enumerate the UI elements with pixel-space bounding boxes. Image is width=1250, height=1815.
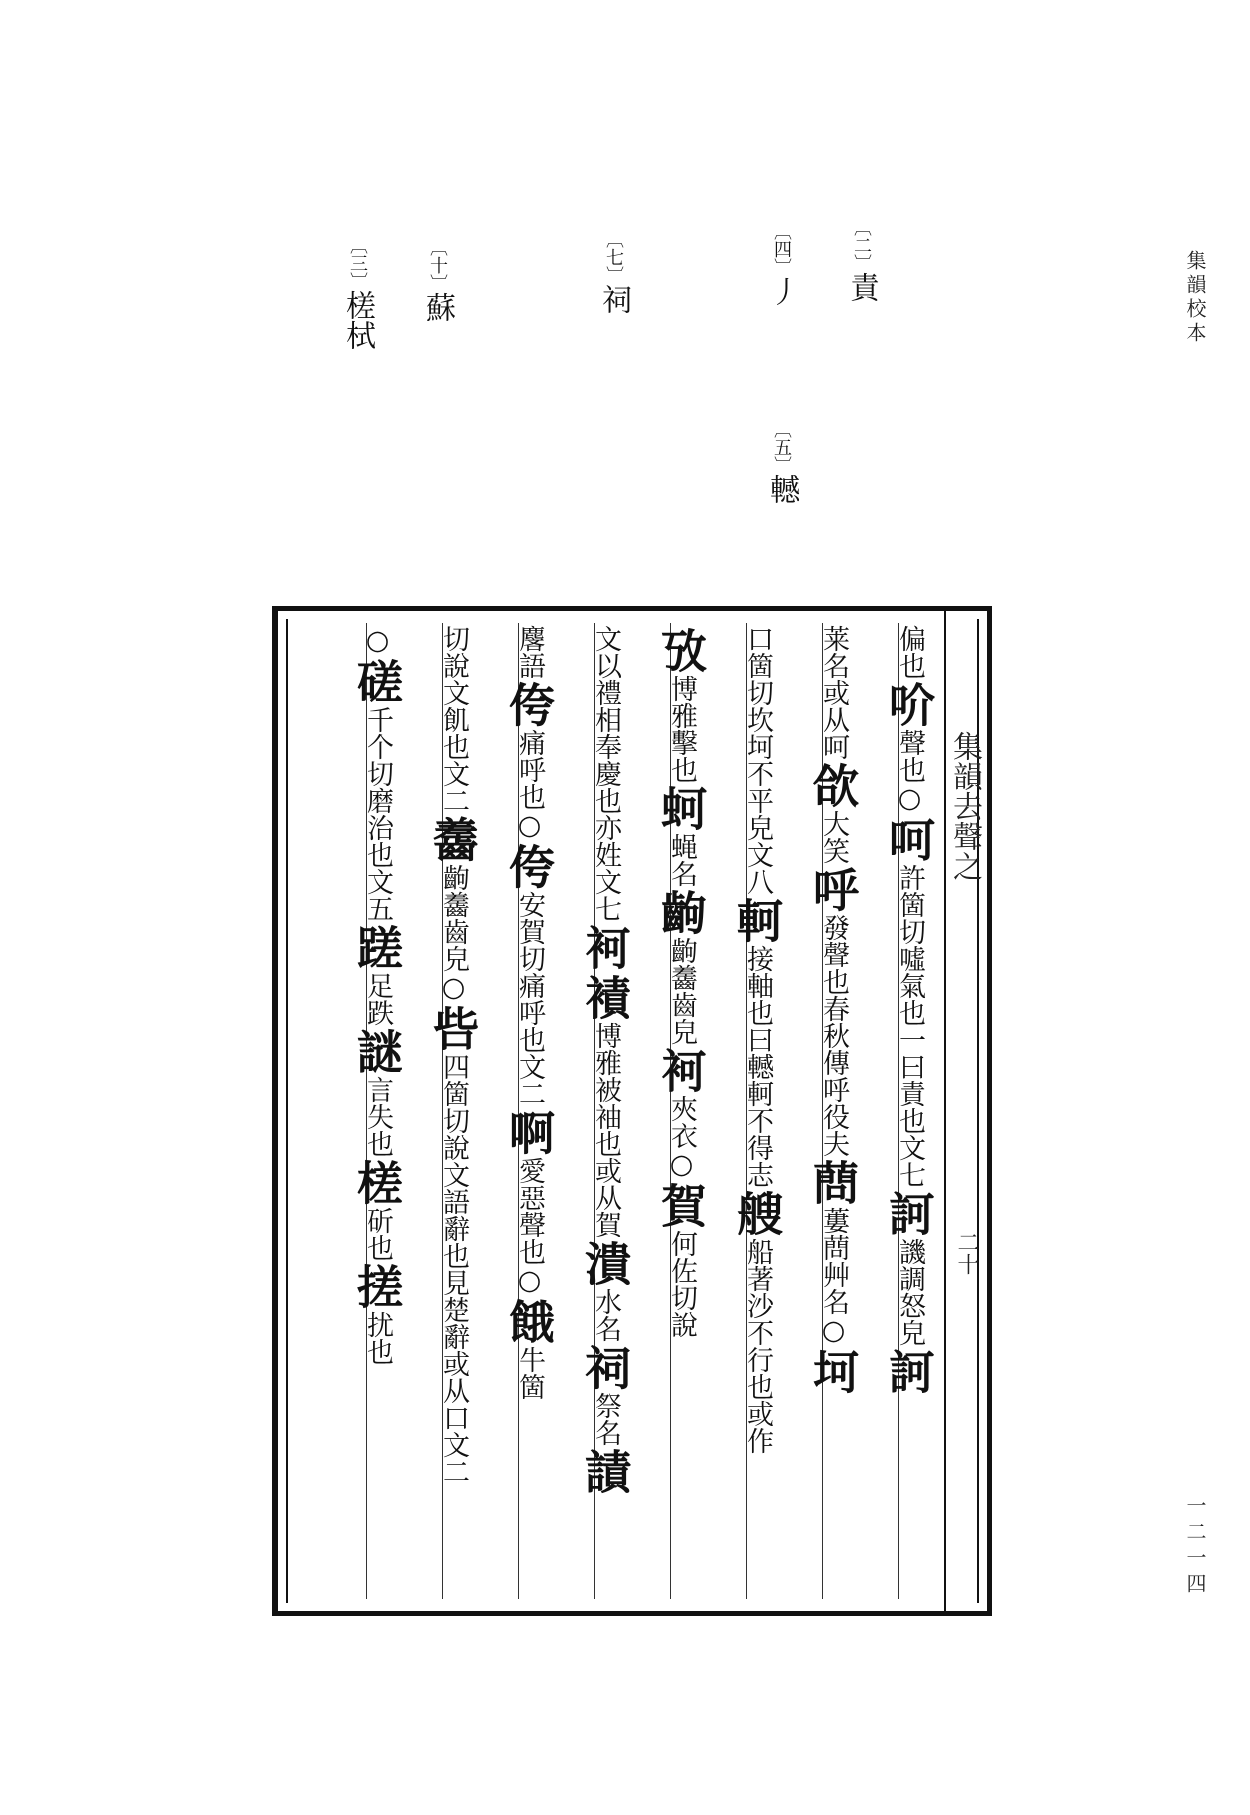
headword: 潰 <box>578 1240 632 1286</box>
gloss: 愛惡聲也 <box>514 1157 545 1265</box>
gloss: 接軸也曰轗軻不得志 <box>742 945 773 1188</box>
gloss: 痛呼也 <box>514 729 545 810</box>
headword: 齹 <box>426 816 480 862</box>
print-block <box>272 606 992 1616</box>
note-text: 祠 <box>596 284 631 314</box>
gloss: 扰也 <box>362 1311 393 1365</box>
gloss: 夾衣 <box>666 1095 697 1149</box>
collation-note <box>765 222 798 306</box>
gloss: ○ <box>666 1149 697 1180</box>
gloss: 麐語 <box>514 625 545 679</box>
text-column <box>426 625 480 1615</box>
gloss: 蔞蔄艸名 <box>818 1207 849 1315</box>
gloss: ○ <box>818 1315 849 1346</box>
collation-note <box>597 230 630 314</box>
headword: 軻 <box>730 897 784 943</box>
headword: 搓 <box>350 1263 404 1309</box>
headword: 訶 <box>882 1190 936 1236</box>
note-number: 〔 二 〕 <box>851 218 872 272</box>
headword: 蔄 <box>806 1159 860 1205</box>
headword: 蚵 <box>654 785 708 831</box>
margin-leaf-number: 二十 <box>954 1231 979 1275</box>
gloss: 發聲也春秋傳呼役夫 <box>818 914 849 1157</box>
gloss: 莱名或从呵 <box>818 625 849 760</box>
collation-note <box>765 420 798 504</box>
gloss: 蝇名 <box>666 833 697 887</box>
gloss: 言失也 <box>362 1076 393 1157</box>
gloss: ○ <box>362 625 393 656</box>
collation-note <box>341 236 374 350</box>
gloss: 齣齹齒皃 <box>438 864 469 972</box>
text-column <box>730 625 784 1615</box>
gloss: ○ <box>438 972 469 1003</box>
gloss: 博雅擊也 <box>666 675 697 783</box>
headword: 訶 <box>882 1348 936 1394</box>
collation-note <box>845 218 878 302</box>
headword: 呵 <box>882 816 936 862</box>
gloss: ○ <box>514 810 545 841</box>
note-text: 槎栻 <box>340 290 375 350</box>
gloss: 四箇切說文語辭也見楚辭或从口文二 <box>438 1053 469 1485</box>
headword: 磋 <box>350 658 404 704</box>
gloss: 何佐切說 <box>666 1230 697 1338</box>
headword: 祠 <box>578 1344 632 1390</box>
gloss: 博雅被袖也或从賀 <box>590 1022 621 1238</box>
gloss: 船著沙不行也或作 <box>742 1238 773 1454</box>
gloss: 牛箇 <box>514 1346 545 1400</box>
note-number: 〔 十 〕 <box>427 238 448 292</box>
gloss: 偏也 <box>894 625 925 679</box>
gloss: 齣齹齒皃 <box>666 937 697 1045</box>
headword: 攷 <box>654 627 708 673</box>
gloss: 足跌 <box>362 972 393 1026</box>
headword: 餓 <box>502 1298 556 1344</box>
headword: 侉 <box>502 843 556 889</box>
headword: 謎 <box>350 1028 404 1074</box>
note-number: 〔 三 〕 <box>347 236 368 290</box>
note-number: 〔 五 〕 <box>771 420 792 474</box>
headword: 槎 <box>350 1159 404 1205</box>
text-column <box>502 625 556 1615</box>
headword: 呰 <box>426 1005 480 1051</box>
gloss: 許箇切噓氣也一曰責也文七 <box>894 864 925 1188</box>
gloss: 斫也 <box>362 1207 393 1261</box>
headword: 呼 <box>806 866 860 912</box>
note-text: 責 <box>844 272 879 302</box>
headword: 袔 <box>654 1047 708 1093</box>
headword: 謮 <box>578 1448 632 1494</box>
headword: 袔 <box>578 924 632 970</box>
gloss: 祭名 <box>590 1392 621 1446</box>
running-header: 集韻校本 <box>1183 250 1207 346</box>
gloss: 文以禮相奉慶也亦姓文七 <box>590 625 621 922</box>
gloss: 安賀切痛呼也文二 <box>514 891 545 1107</box>
margin-title: 集韻去聲之 <box>947 731 982 881</box>
page-number: 一二一四 <box>1183 1495 1207 1599</box>
gloss: 口箇切坎坷不平皃文八 <box>742 625 773 895</box>
gloss: ○ <box>894 783 925 814</box>
headword: 襀 <box>578 974 632 1020</box>
headword: 吤 <box>882 681 936 727</box>
gloss: 大笑 <box>818 810 849 864</box>
text-column <box>350 625 404 1615</box>
gloss: 切說文飢也文二 <box>438 625 469 814</box>
headword: 坷 <box>806 1348 860 1394</box>
collation-note <box>421 238 454 322</box>
headword: 欱 <box>806 762 860 808</box>
headword: 啊 <box>502 1109 556 1155</box>
note-text: 丿 <box>764 276 799 306</box>
text-column <box>882 625 936 1615</box>
headword: 賀 <box>654 1182 708 1228</box>
note-text: 蘇 <box>420 292 455 322</box>
note-number: 〔 七 〕 <box>603 230 624 284</box>
headword: 齣 <box>654 889 708 935</box>
block-margin <box>944 611 990 1611</box>
headword: 蹉 <box>350 924 404 970</box>
note-number: 〔 四 〕 <box>771 222 792 276</box>
text-column <box>654 625 708 1615</box>
gloss: 千个切磨治也文五 <box>362 706 393 922</box>
gloss: ○ <box>514 1265 545 1296</box>
gloss: 譏調怒皃 <box>894 1238 925 1346</box>
text-column <box>578 625 632 1615</box>
text-column <box>806 625 860 1615</box>
note-text: 轗 <box>764 474 799 504</box>
headword: 艘 <box>730 1190 784 1236</box>
headword: 侉 <box>502 681 556 727</box>
gloss: 水名 <box>590 1288 621 1342</box>
gloss: 聲也 <box>894 729 925 783</box>
